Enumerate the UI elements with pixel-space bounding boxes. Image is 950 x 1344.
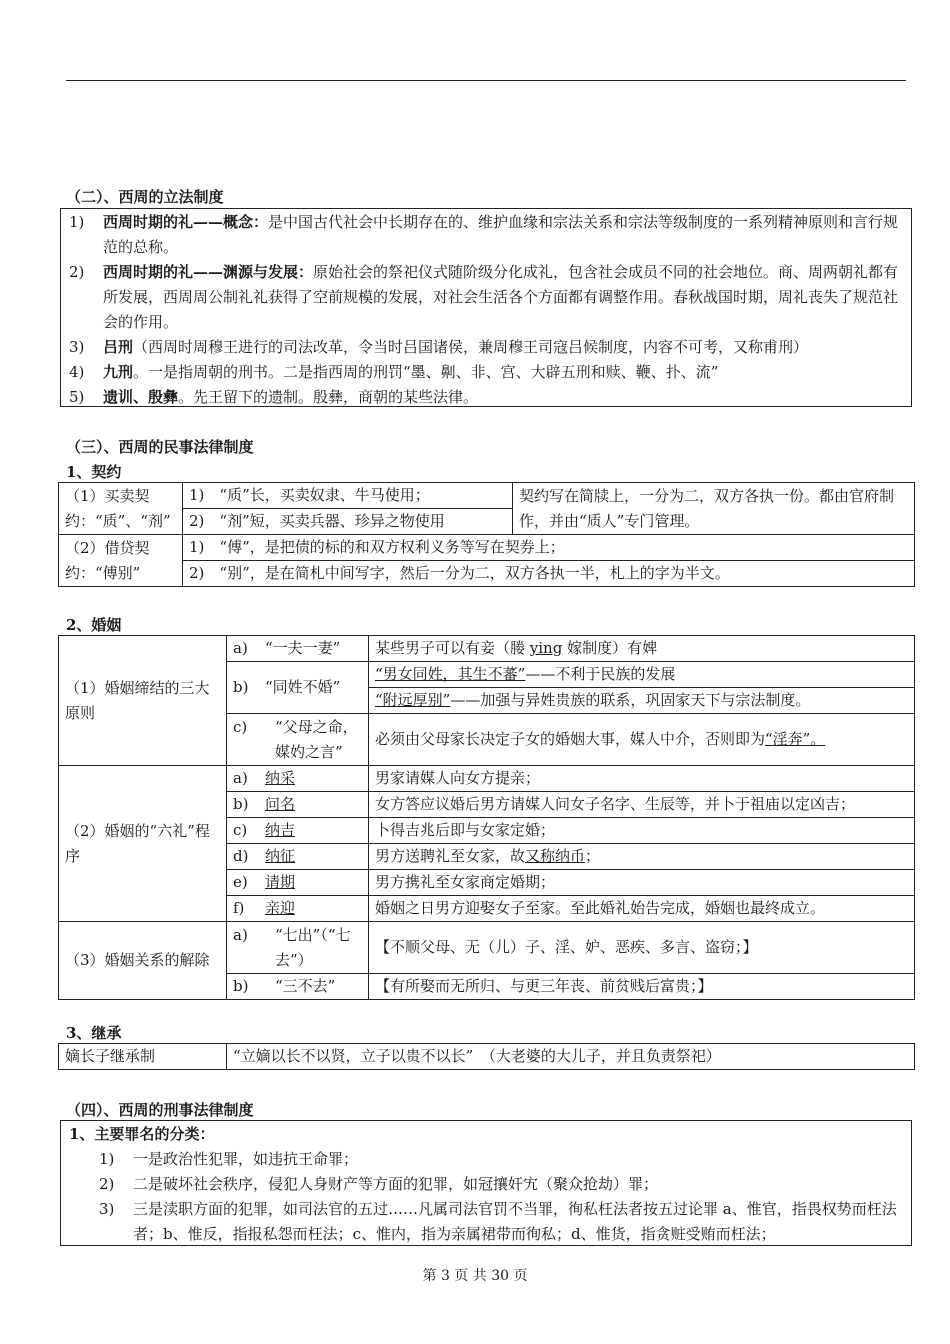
cell-text: ——不利于民族的发展 [525,665,676,683]
table-cell: 2) “别”，是在简札中间写字，然后一分为二，双方各执一半，札上的字为半文。 [183,561,915,587]
item-key: d) [233,847,249,865]
item-label: “一夫一妻” [265,639,341,657]
item-label: 纳征 [265,847,296,865]
item-text: 二是破坏社会秩序，侵犯人身财产等方面的犯罪，如冠攘奸宄（聚众抢劫）罪； [133,1175,659,1193]
table-cell [369,688,915,714]
principle-label [227,714,369,766]
section-title-criminal: （四）、西周的刑事法律制度 [66,1101,254,1119]
table-cell [369,636,915,662]
item-label: “同姓不婚” [265,678,341,696]
page-footer: 第 3 页 共 30 页 [422,1268,528,1284]
category-cell: （3）婚姻关系的解除 [59,922,227,1000]
item-term: 西周时期的礼——渊源与发展： [103,263,314,281]
item-text: 三是渎职方面的犯罪，如司法官的五过……凡属司法官罚不当罪，徇私枉法者按五过论罪 a、惟官，指畏权势而枉法者；b、惟反，指报私怨而枉法；c、惟内，指为亲属裙带而徇私；d、惟货，指贪赃受贿而枉法； [133,1200,897,1243]
item-key: c) [233,717,248,736]
item-number: 3) [99,1200,115,1218]
underlined-text: 又称纳币 [525,847,586,865]
item-key: a) [233,639,248,657]
table-row [59,535,915,561]
item-label: “七出”（“七去”） [275,925,351,969]
underlined-text: ying [529,639,563,657]
list-item [61,210,911,260]
inheritance-heading: 3、继承 [66,1024,122,1042]
item-number: 2) [69,263,85,281]
cell-text: 某些男子可以有妾（媵 [375,639,530,657]
item-text: 。一是指周朝的刑书。二是指西周的刑罚“墨、劓、非、宫、大辟五刑和赎、鞭、扑、流” [133,363,719,381]
cell-text: ； [585,847,601,865]
table-row [59,561,915,587]
table-cell: 契约写在简牍上，一分为二，双方各执一份。都由官府制作，并由“质人”专门管理。 [513,483,915,535]
table-cell: 2) “剂”短，买卖兵器、珍异之物使用 [183,509,513,535]
item-label: 纳吉 [265,821,296,839]
underlined-text: “淫奔”。 [765,730,826,748]
table-row [59,636,915,662]
list-item [61,335,911,360]
principle-label [227,636,369,662]
item-term: 吕刑 [103,338,134,356]
item-number: 1) [99,1150,115,1168]
item-text: 。先王留下的遗制。殷彝，商朝的某些法律。 [178,388,479,406]
rite-label [227,844,369,870]
dissolution-label [227,922,369,974]
header-rule [66,80,906,81]
item-term: 西周时期的礼——概念： [103,213,269,231]
list-item [61,360,911,385]
category-cell: （1）婚姻缔结的三大原则 [59,636,227,766]
cell-text: 男方送聘礼至女家，故 [375,847,526,865]
item-label: 请期 [265,873,296,891]
table-cell: 【有所娶而无所归、与更三年丧、前贫贱后富贵；】 [369,974,915,1000]
rite-label [227,870,369,896]
list-item [61,1197,911,1247]
item-key: f) [233,899,245,917]
marriage-table [58,635,915,1000]
table-cell: “立嫡以长不以贤，立子以贵不以长” （大老婆的大儿子，并且负责祭祀） [227,1044,915,1070]
item-term: 九刑 [103,363,134,381]
principle-label [227,662,369,714]
item-key: a) [233,925,248,944]
criminal-box [60,1120,912,1246]
item-label: “父母之命，媒妁之言” [275,717,358,761]
underlined-text: “男女同姓，其生不蕃” [375,665,526,683]
marriage-heading: 2、婚姻 [66,616,122,634]
contract-table [58,482,915,587]
rite-label [227,792,369,818]
rite-label [227,766,369,792]
dissolution-label [227,974,369,1000]
item-text: 是中国古代社会中长期存在的、维护血缘和宗法关系和宗法等级制度的一系列精神原则和言行规范的总称。 [103,213,899,256]
item-key: b) [233,678,249,696]
item-term: 遗训、殷彝 [103,388,179,406]
item-number: 4) [69,363,85,381]
category-cell: （1）买卖契约：“质”、“剂” [59,483,183,535]
table-cell: 女方答应议婚后男方请媒人问女子名字、生辰等，并卜于祖庙以定凶吉； [369,792,915,818]
item-label: 纳采 [265,769,296,787]
table-cell: 卜得吉兆后即与女家定婚； [369,818,915,844]
inheritance-table [58,1043,915,1070]
crime-category-heading: 1、主要罪名的分类： [69,1125,215,1143]
item-text: （西周时周穆王进行的司法改革，令当时吕国诸侯，兼周穆王司寇吕候制度，内容不可考，又称甫刑） [133,338,809,356]
item-key: c) [233,821,248,839]
category-cell: （2）借贷契约：“傅别” [59,535,183,587]
table-row [59,1044,915,1070]
item-label: “三不去” [275,977,336,995]
table-cell: 男方携礼至女家商定婚期； [369,870,915,896]
item-number: 2) [99,1175,115,1193]
table-cell: 【不顺父母、无（儿）子、淫、妒、恶疾、多言、盗窃；】 [369,922,915,974]
item-key: e) [233,873,248,891]
cell-text: ——加强与异姓贵族的联系，巩固家天下与宗法制度。 [450,691,811,709]
item-number: 5) [69,388,85,406]
table-cell: 婚姻之日男方迎娶女子至家。至此婚礼始告完成，婚姻也最终成立。 [369,896,915,922]
item-text: 一是政治性犯罪，如违抗王命罪； [133,1150,359,1168]
section-title-legislation: （二）、西周的立法制度 [66,188,224,206]
table-cell [369,714,915,766]
table-cell: 1) “傅”，是把债的标的和双方权利义务等写在契券上； [183,535,915,561]
table-row [59,922,915,974]
legislation-box [60,208,912,407]
table-cell: 男家请媒人向女方提亲； [369,766,915,792]
list-item [61,1172,911,1197]
table-cell [369,662,915,688]
item-label: 亲迎 [265,899,296,917]
contract-heading: 1、契约 [66,463,122,481]
item-text: 原始社会的祭祀仪式随阶级分化成礼，包含社会成员不同的社会地位。商、周两朝礼都有所发展，西周周公制礼礼获得了空前规模的发展，对社会生活各个方面都有调整作用。春秋战国时期，周礼丧失了规范社会的作用。 [103,263,899,331]
item-key: b) [233,795,249,813]
item-key: b) [233,977,249,995]
section-title-civil: （三）、西周的民事法律制度 [66,438,254,456]
item-key: a) [233,769,248,787]
category-cell: 嫡长子继承制 [59,1044,227,1070]
rite-label [227,818,369,844]
list-item [61,385,911,410]
table-row [59,766,915,792]
rite-label [227,896,369,922]
item-number: 1) [69,213,85,231]
list-item [61,260,911,335]
table-row [59,483,915,509]
cell-text: 必须由父母家长决定子女的婚姻大事，媒人中介，否则即为 [375,730,766,748]
list-item [61,1147,911,1172]
underlined-text: “附远厚别” [375,691,451,709]
table-cell: 1) “质”长，买卖奴隶、牛马使用； [183,483,513,509]
cell-text: 嫁制度）有婢 [562,639,658,657]
item-label: 问名 [265,795,296,813]
table-cell [369,844,915,870]
category-cell: （2）婚姻的“六礼”程序 [59,766,227,922]
item-number: 3) [69,338,85,356]
